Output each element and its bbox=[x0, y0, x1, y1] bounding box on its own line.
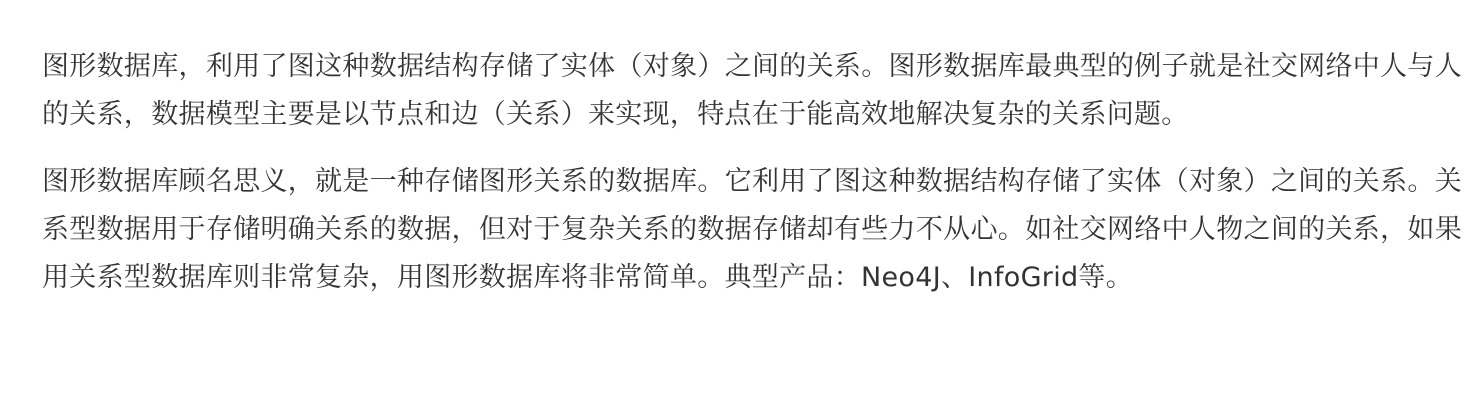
paragraph-graph-db-detail: 图形数据库顾名思义，就是一种存储图形关系的数据库。它利用了图这种数据结构存储了实体（对象）之间的关系。关系型数据用于存储明确关系的数据，但对于复杂关系的数据存储却有些力不从心。如社交网络中人物之间的关系，如果用关系型数据库则非常复杂，用图形数据库将非常简单。典型产品：Neo4J、InfoGrid等。 bbox=[42, 166, 1462, 293]
paragraph-graph-db-intro: 图形数据库，利用了图这种数据结构存储了实体（对象）之间的关系。图形数据库最典型的例子就是社交网络中人与人的关系，数据模型主要是以节点和边（关系）来实现，特点在于能高效地解决复杂的关系问题。 bbox=[42, 51, 1462, 130]
article-body bbox=[42, 43, 1462, 302]
